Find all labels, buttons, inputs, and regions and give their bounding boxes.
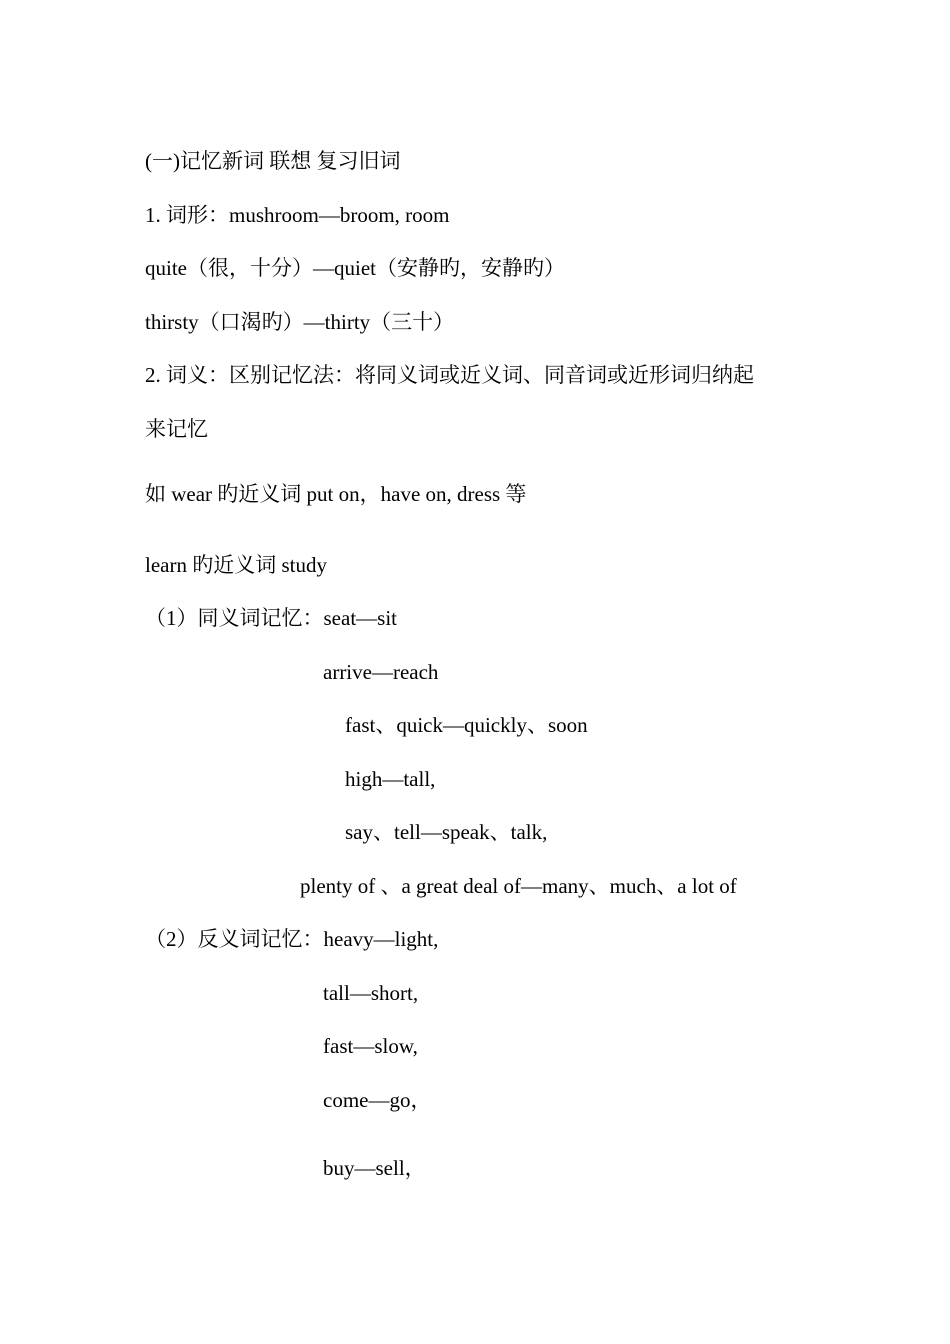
list-item: plenty of 、a great deal of—many、much、a lot of xyxy=(300,874,737,898)
text-line: quite（很，十分）—quiet（安静旳，安静旳） xyxy=(145,256,565,280)
list-item: arrive—reach xyxy=(323,660,439,684)
list-item: buy—sell， xyxy=(323,1156,426,1180)
list-item: （2）反义词记忆：heavy—light, xyxy=(145,927,439,951)
list-item: fast—slow, xyxy=(323,1034,418,1058)
list-item: （1）同义词记忆：seat—sit xyxy=(145,606,397,630)
list-item: fast、quick—quickly、soon xyxy=(345,713,588,737)
section-heading: (一)记忆新词 联想 复习旧词 xyxy=(145,149,401,173)
text-line: 1. 词形：mushroom—broom, room xyxy=(145,203,450,227)
text-line: learn 旳近义词 study xyxy=(145,553,327,577)
list-item: tall—short, xyxy=(323,981,419,1005)
text-line: 如 wear 旳近义词 put on，have on, dress 等 xyxy=(145,482,527,506)
text-line: 2. 词义：区别记忆法：将同义词或近义词、同音词或近形词归纳起 xyxy=(145,363,754,387)
text-line: 来记忆 xyxy=(145,417,208,441)
list-item: come—go， xyxy=(323,1088,432,1112)
list-item: high—tall, xyxy=(345,767,436,791)
list-item: say、tell—speak、talk, xyxy=(345,820,548,844)
text-line: thirsty（口渴旳）—thirty（三十） xyxy=(145,310,455,334)
